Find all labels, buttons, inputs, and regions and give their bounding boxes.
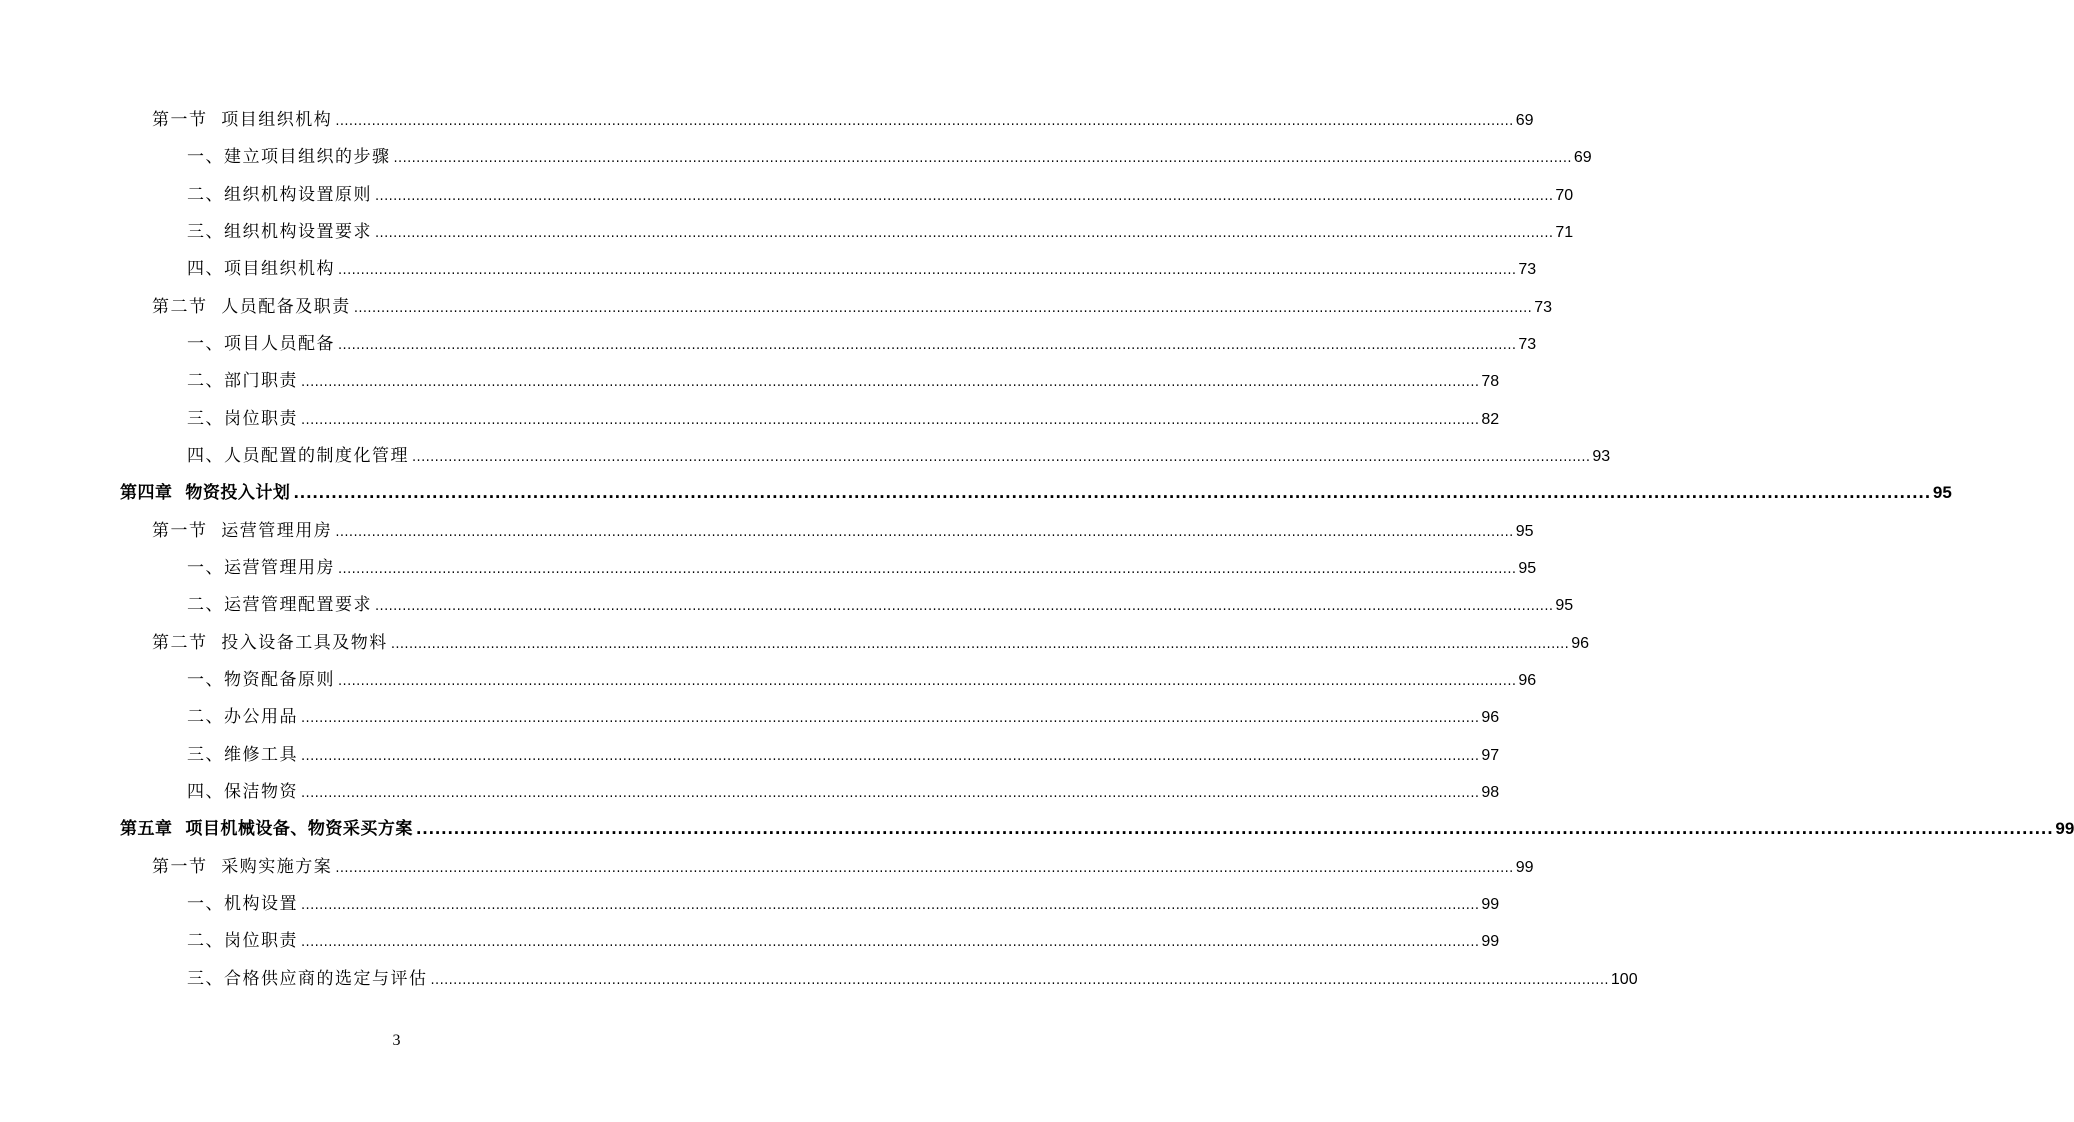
toc-entry-line <box>120 817 2074 841</box>
toc-entry-item[interactable] <box>0 736 1500 773</box>
toc-leader-dots: .................................................................................................................................................................................................................................................................... <box>390 636 1570 652</box>
toc-entry-title: 第二节 人员配备及职责 <box>152 296 351 317</box>
toc-entry-page-number: 96 <box>1571 634 1590 652</box>
toc-leader-dots: .................................................................................................................................................................................................................................................................... <box>375 225 1554 241</box>
toc-entry-page-number: 99 <box>1515 858 1534 876</box>
toc-entry-line <box>187 145 1592 169</box>
toc-entry-page-number: 95 <box>1518 559 1537 577</box>
toc-leader-dots: .................................................................................................................................................................................................................................................................... <box>301 785 1480 801</box>
toc-entry-line <box>187 332 1537 356</box>
toc-entry-line <box>187 556 1537 580</box>
toc-entry-line <box>187 892 1500 916</box>
toc-entry-title: 二、办公用品 <box>187 707 298 728</box>
toc-entry-title: 三、岗位职责 <box>187 408 298 429</box>
toc-entry-line <box>187 183 1574 207</box>
toc-entry-page-number: 93 <box>1592 447 1611 465</box>
toc-leader-dots: .................................................................................................................................................................................................................................................................... <box>301 412 1480 428</box>
toc-entry-page-number: 70 <box>1555 186 1574 204</box>
toc-leader-dots: .................................................................................................................................................................................................................................................................... <box>353 300 1533 316</box>
toc-leader-dots: .................................................................................................................................................................................................................................................................... <box>293 484 1931 503</box>
toc-leader-dots: .................................................................................................................................................................................................................................................................... <box>338 337 1517 353</box>
toc-leader-dots: .................................................................................................................................................................................................................................................................... <box>301 935 1480 951</box>
toc-entry-page-number: 100 <box>1610 970 1638 988</box>
toc-entry-line <box>152 855 1534 879</box>
toc-entry-line <box>187 743 1500 767</box>
toc-leader-dots: .................................................................................................................................................................................................................................................................... <box>301 375 1480 391</box>
toc-leader-dots: .................................................................................................................................................................................................................................................................... <box>430 972 1609 988</box>
toc-entry-item[interactable] <box>0 586 1574 623</box>
toc-leader-dots: .................................................................................................................................................................................................................................................................... <box>412 449 1591 465</box>
toc-entry-page-number: 99 <box>1481 933 1500 951</box>
toc-entry-item[interactable] <box>0 885 1500 922</box>
toc-leader-dots: .................................................................................................................................................................................................................................................................... <box>301 897 1480 913</box>
toc-entry-title: 四、人员配置的制度化管理 <box>187 445 409 466</box>
toc-entry-page-number: 73 <box>1518 335 1537 353</box>
toc-entry-item[interactable] <box>0 960 1638 997</box>
toc-entry-section[interactable] <box>0 512 1534 549</box>
toc-entry-section[interactable] <box>0 848 1534 885</box>
toc-entry-page-number: 95 <box>1555 597 1574 615</box>
toc-entry-item[interactable] <box>0 325 1537 362</box>
toc-leader-dots: .................................................................................................................................................................................................................................................................... <box>393 151 1572 167</box>
toc-entry-title: 一、机构设置 <box>187 893 298 914</box>
toc-entry-item[interactable] <box>0 773 1500 810</box>
toc-entry-item[interactable] <box>0 400 1500 437</box>
toc-leader-dots: .................................................................................................................................................................................................................................................................... <box>338 561 1517 577</box>
toc-entry-item[interactable] <box>0 213 1574 250</box>
toc-entry-item[interactable] <box>0 250 1537 287</box>
toc-entry-line <box>187 369 1500 393</box>
toc-entry-page-number: 71 <box>1555 223 1574 241</box>
toc-entry-line <box>120 481 1952 505</box>
toc-entry-line <box>187 407 1500 431</box>
toc-leader-dots: .................................................................................................................................................................................................................................................................... <box>375 599 1554 615</box>
toc-leader-dots: .................................................................................................................................................................................................................................................................... <box>338 263 1517 279</box>
toc-entry-page-number: 99 <box>1481 895 1500 913</box>
toc-entry-page-number: 96 <box>1481 709 1500 727</box>
toc-entry-page-number: 78 <box>1481 373 1500 391</box>
toc-entry-title: 第四章 物资投入计划 <box>120 483 291 504</box>
toc-entry-item[interactable] <box>0 549 1537 586</box>
toc-entry-title: 第一节 采购实施方案 <box>152 856 333 877</box>
toc-entry-line <box>187 220 1574 244</box>
toc-entry-section[interactable] <box>0 288 1553 325</box>
toc-leader-dots: .................................................................................................................................................................................................................................................................... <box>338 673 1517 689</box>
toc-entry-page-number: 95 <box>1515 522 1534 540</box>
toc-entry-item[interactable] <box>0 922 1500 959</box>
toc-entry-item[interactable] <box>0 176 1574 213</box>
toc-entry-page-number: 95 <box>1932 483 1952 503</box>
toc-entry-title: 一、建立项目组织的步骤 <box>187 147 391 168</box>
toc-entry-line <box>187 929 1500 953</box>
toc-entry-title: 二、岗位职责 <box>187 931 298 952</box>
page-number: 3 <box>392 1032 401 1049</box>
toc-entry-chapter[interactable] <box>0 474 1952 511</box>
toc-entry-item[interactable] <box>0 437 1611 474</box>
toc-entry-title: 三、组织机构设置要求 <box>187 221 372 242</box>
toc-entry-page-number: 98 <box>1481 783 1500 801</box>
toc-entry-line <box>187 444 1611 468</box>
toc-entry-title: 四、项目组织机构 <box>187 259 335 280</box>
toc-entry-item[interactable] <box>0 698 1500 735</box>
toc-entry-line <box>187 257 1537 281</box>
toc-entry-line <box>152 295 1553 319</box>
toc-entry-chapter[interactable] <box>0 810 2074 847</box>
toc-leader-dots: .................................................................................................................................................................................................................................................................... <box>301 748 1480 764</box>
toc-entry-page-number: 69 <box>1515 112 1534 129</box>
toc-entry-page-number: 82 <box>1481 410 1500 428</box>
toc-entry-title: 一、物资配备原则 <box>187 669 335 690</box>
toc-entry-item[interactable] <box>0 138 1592 175</box>
toc-entry-line <box>187 593 1574 617</box>
toc-entry-item[interactable] <box>0 661 1537 698</box>
toc-entry-section[interactable] <box>0 624 1590 661</box>
toc-entry-title: 第一节 项目组织机构 <box>152 110 333 130</box>
toc-entry-item[interactable] <box>0 362 1500 399</box>
toc-leader-dots: .................................................................................................................................................................................................................................................................... <box>415 820 2054 839</box>
toc-entry-section[interactable] <box>0 101 1534 138</box>
toc-entry-title: 三、合格供应商的选定与评估 <box>187 968 428 989</box>
toc-entry-line <box>187 780 1500 804</box>
toc-entry-title: 二、运营管理配置要求 <box>187 595 372 616</box>
toc-entry-line <box>152 108 1534 132</box>
toc-entry-title: 二、部门职责 <box>187 371 298 392</box>
toc-entry-page-number: 97 <box>1481 746 1500 764</box>
toc-entry-title: 三、维修工具 <box>187 744 298 765</box>
toc-entry-title: 四、保洁物资 <box>187 781 298 802</box>
table-of-contents <box>0 101 2074 997</box>
toc-entry-title: 一、项目人员配备 <box>187 333 335 354</box>
toc-leader-dots: .................................................................................................................................................................................................................................................................... <box>335 524 1514 540</box>
toc-entry-page-number: 96 <box>1518 671 1537 689</box>
toc-entry-line <box>152 631 1590 655</box>
toc-leader-dots: .................................................................................................................................................................................................................................................................... <box>335 114 1514 129</box>
toc-entry-title: 二、组织机构设置原则 <box>187 184 372 205</box>
toc-entry-title: 一、运营管理用房 <box>187 557 335 578</box>
toc-entry-line <box>187 967 1638 991</box>
toc-entry-page-number: 73 <box>1534 298 1553 316</box>
toc-entry-page-number: 73 <box>1518 261 1537 279</box>
toc-entry-line <box>187 705 1500 729</box>
toc-entry-title: 第五章 项目机械设备、物资采买方案 <box>120 819 413 840</box>
toc-entry-title: 第二节 投入设备工具及物料 <box>152 632 388 653</box>
toc-entry-title: 第一节 运营管理用房 <box>152 520 333 541</box>
toc-entry-page-number: 99 <box>2055 819 2074 839</box>
toc-leader-dots: .................................................................................................................................................................................................................................................................... <box>375 188 1554 204</box>
toc-entry-line <box>152 519 1534 543</box>
toc-leader-dots: .................................................................................................................................................................................................................................................................... <box>335 860 1514 876</box>
toc-entry-page-number: 69 <box>1573 149 1592 167</box>
toc-entry-line <box>187 668 1537 692</box>
toc-leader-dots: .................................................................................................................................................................................................................................................................... <box>301 711 1480 727</box>
